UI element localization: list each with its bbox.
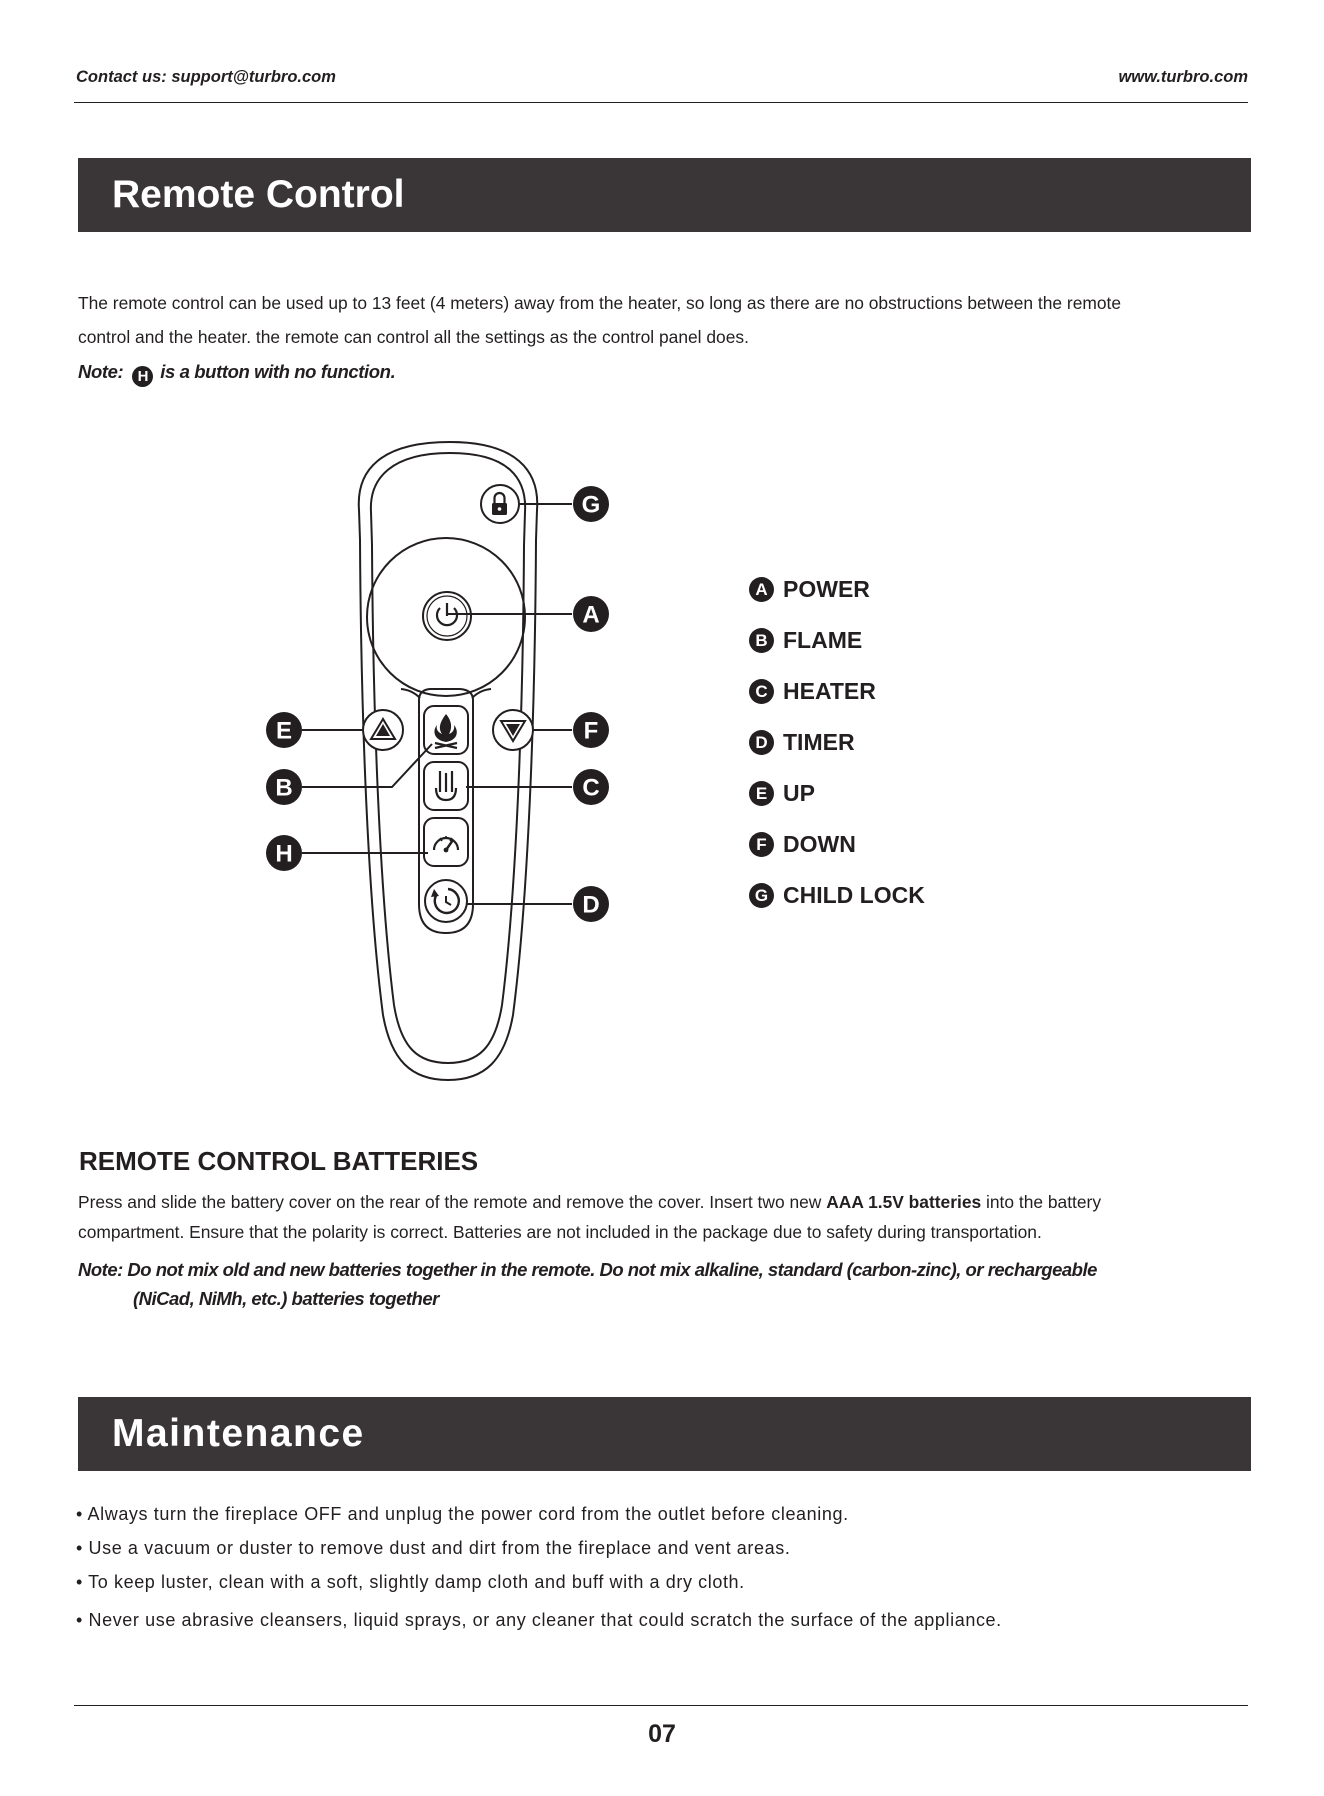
timer-clock-icon xyxy=(425,880,467,922)
batteries-text xyxy=(78,1187,1253,1247)
contact-email: Contact us: support@turbro.com xyxy=(76,68,336,86)
legend-label: HEATER xyxy=(783,678,876,704)
battery-type: AAA 1.5V batteries xyxy=(826,1192,982,1212)
legend-item-heater xyxy=(749,678,925,729)
legend-item-up xyxy=(749,780,925,831)
remote-control-diagram xyxy=(260,440,640,1090)
list-item: • Use a vacuum or duster to remove dust and dirt from the fireplace and vent areas. xyxy=(76,1538,791,1558)
remote-body-inner xyxy=(371,453,525,1063)
callout-g xyxy=(573,486,609,522)
maintenance-list xyxy=(76,1504,1002,1644)
list-item: • Always turn the fireplace OFF and unplug the power cord from the outlet before cleaning. xyxy=(76,1504,849,1524)
legend-badge: C xyxy=(749,679,774,704)
legend-label: DOWN xyxy=(783,831,856,857)
batteries-note-line-2: (NiCad, NiMh, etc.) batteries together xyxy=(133,1288,439,1309)
lock-icon xyxy=(481,485,519,523)
svg-text:B: B xyxy=(275,774,293,802)
power-icon xyxy=(423,592,471,640)
svg-text:G: G xyxy=(581,491,601,519)
legend-item-flame xyxy=(749,627,925,678)
callout-a xyxy=(573,596,609,632)
list-item: • Never use abrasive cleansers, liquid sprays, or any cleaner that could scratch the surface of the appliance. xyxy=(76,1610,1002,1630)
header-rule xyxy=(74,102,1248,103)
callout-e xyxy=(266,712,302,748)
legend-item-power xyxy=(749,576,925,627)
website-url: www.turbro.com xyxy=(1118,68,1248,86)
list-item: • To keep luster, clean with a soft, slightly damp cloth and buff with a dry cloth. xyxy=(76,1572,745,1592)
callout-f xyxy=(573,712,609,748)
legend-item-timer xyxy=(749,729,925,780)
page-number: 07 xyxy=(648,1720,676,1748)
svg-text:D: D xyxy=(582,891,600,919)
legend-item-down xyxy=(749,831,925,882)
legend-badge: B xyxy=(749,628,774,653)
timer-gauge-icon xyxy=(424,818,468,866)
remote-control-title: Remote Control xyxy=(112,173,405,216)
legend-badge: A xyxy=(749,577,774,602)
note-text: is a button with no function. xyxy=(160,361,396,382)
svg-text:H: H xyxy=(275,840,293,868)
legend-label: UP xyxy=(783,780,815,806)
legend-label: TIMER xyxy=(783,729,855,755)
footer-rule xyxy=(74,1705,1248,1706)
maintenance-title-bar xyxy=(78,1397,1251,1471)
batteries-line-2: compartment. Ensure that the polarity is correct. Batteries are not included in the package due to safety during transportation. xyxy=(78,1222,1042,1242)
maintenance-title: Maintenance xyxy=(112,1412,365,1455)
remote-intro-text xyxy=(78,286,1253,354)
batteries-line-1 xyxy=(78,1187,1253,1217)
remote-note xyxy=(78,361,395,387)
callout-d xyxy=(573,886,609,922)
batteries-note-line-1: Note: Do not mix old and new batteries together in the remote. Do not mix alkaline, standard (carbon-zinc), or rechargeable xyxy=(78,1259,1097,1280)
callout-h xyxy=(266,835,302,871)
note-label: Note: xyxy=(78,361,124,382)
button-legend xyxy=(749,576,925,933)
remote-intro-line-2: control and the heater. the remote can control all the settings as the control panel does. xyxy=(78,327,749,347)
note-h-badge: H xyxy=(132,366,153,387)
batteries-heading: REMOTE CONTROL BATTERIES xyxy=(79,1146,479,1176)
remote-control-title-bar xyxy=(78,158,1251,232)
svg-text:A: A xyxy=(582,601,600,629)
legend-label: FLAME xyxy=(783,627,863,653)
callout-b xyxy=(266,769,302,805)
legend-badge: D xyxy=(749,730,774,755)
batteries-line-1-start: Press and slide the battery cover on the rear of the remote and remove the cover. Insert two new xyxy=(78,1192,827,1212)
legend-badge: F xyxy=(749,832,774,857)
legend-badge: E xyxy=(749,781,774,806)
remote-intro-line-1: The remote control can be used up to 13 feet (4 meters) away from the heater, so long as there are no obstructions between the remote xyxy=(78,293,1122,313)
legend-badge: G xyxy=(749,883,774,908)
svg-text:E: E xyxy=(275,717,293,745)
batteries-line-1-end: into the battery xyxy=(981,1192,1102,1212)
up-triangle-icon xyxy=(363,710,403,750)
legend-item-child-lock xyxy=(749,882,925,933)
batteries-note xyxy=(78,1255,1238,1313)
down-triangle-icon xyxy=(493,710,533,750)
heater-icon xyxy=(424,762,468,810)
callout-c xyxy=(573,769,609,805)
legend-label: POWER xyxy=(783,576,870,602)
legend-label: CHILD LOCK xyxy=(783,882,925,908)
svg-text:F: F xyxy=(583,717,599,745)
svg-text:C: C xyxy=(582,774,600,802)
